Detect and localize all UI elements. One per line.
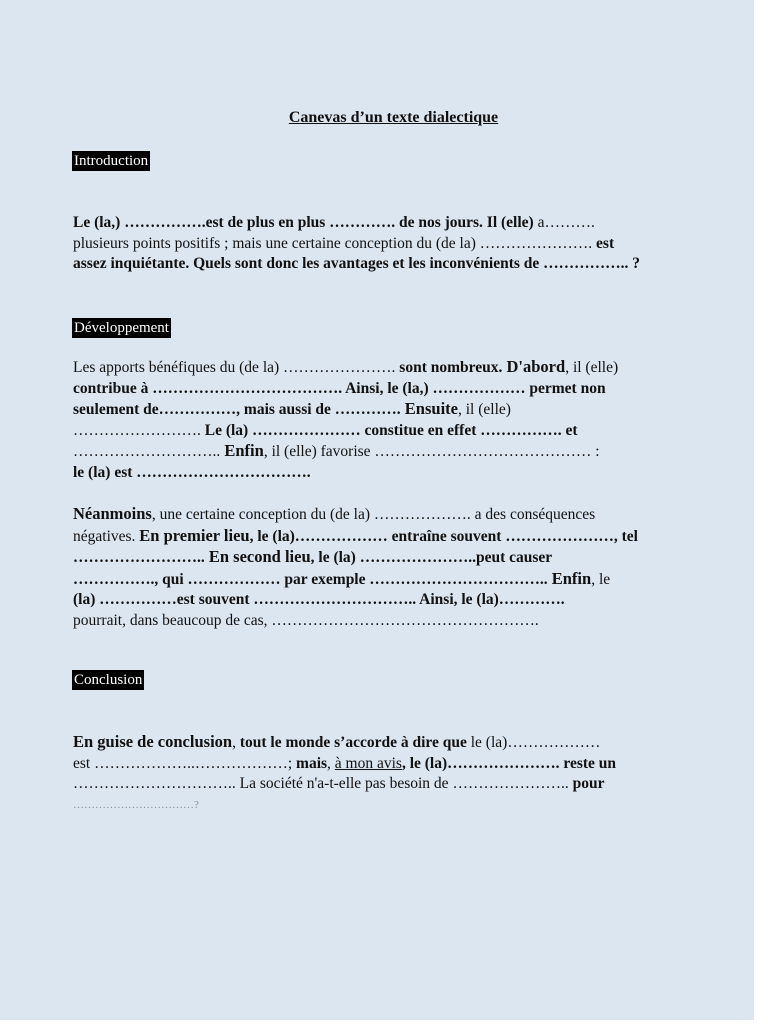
dev2-line-1 <box>73 504 713 526</box>
dev2-text: Enfin <box>547 568 592 588</box>
dev1-line-6: le (la) est ……………………………. <box>73 463 311 481</box>
dev1-text: seulement de……………, mais aussi de …………. <box>73 401 401 418</box>
dev2-text: …………………….. <box>73 549 205 566</box>
conclusion-text: ………………………….. <box>73 775 236 792</box>
conclusion-text: à mon avis <box>334 754 402 772</box>
dev2-line-6: pourrait, dans beaucoup de cas, ……………………………………………. <box>73 611 539 629</box>
heading-introduction: Introduction <box>74 153 149 169</box>
dev2-line-4 <box>73 569 713 591</box>
dev2-text: Néanmoins <box>73 504 152 523</box>
conclusion-paragraph <box>73 732 713 815</box>
dev1-text: D'abord <box>502 357 566 376</box>
conclusion-line-3 <box>73 774 713 795</box>
dev1-text: ……………………….. <box>73 443 221 460</box>
dev2-text: , le <box>591 570 611 588</box>
intro-text: Le (la,) …………….est de plus en plus …………. de nos jours. Il (elle) <box>73 214 538 231</box>
dev1-text: Les apports bénéfiques du (de la) …………………. <box>73 359 396 376</box>
dev1-line-2 <box>73 379 713 400</box>
dev2-line-2 <box>73 526 713 548</box>
document-title: Canevas d’un texte dialectique <box>288 109 499 126</box>
dev1-line-4 <box>73 421 713 442</box>
heading-developpement: Développement <box>74 320 169 336</box>
introduction-paragraph <box>73 213 713 275</box>
dev2-text: En premier lieu <box>139 525 250 545</box>
conclusion-text: tout le monde s’accorde à dire que <box>239 734 467 751</box>
dev2-text: ……………., qui ……………… par exemple …………………………….. <box>73 570 548 588</box>
dev1-text: Ainsi, le (la,) ……………… permet non <box>342 379 606 397</box>
dev2-line-5: (la) ……………est souvent ………………………….. Ainsi, le (la)…………. <box>73 591 565 608</box>
conclusion-text: pour <box>568 775 605 792</box>
dev1-text: Enfin <box>220 441 264 460</box>
developpement-paragraph-2 <box>73 504 713 631</box>
dev1-text: , il (elle) <box>457 401 511 418</box>
dev1-line-1 <box>73 357 713 379</box>
dev1-text: contribue à ………………………………. <box>73 379 343 397</box>
dev2-text: , le (la) …………………..peut causer <box>310 549 553 566</box>
conclusion-line-4: ……………………………? <box>73 798 199 811</box>
heading-conclusion: Conclusion <box>74 672 143 688</box>
dev1-text: Le (la) ………………… constitue en effet ……………. et <box>200 421 578 439</box>
developpement-paragraph-1 <box>73 357 713 483</box>
dev2-text: , une certaine conception du (de la) ………………. a des conséquences <box>151 506 596 523</box>
dev1-line-3 <box>73 399 713 421</box>
dev1-text: ……………………. <box>73 421 201 439</box>
conclusion-text: , <box>327 754 335 772</box>
dev1-text: , il (elle) favorise …………………………………… : <box>263 443 600 460</box>
conclusion-text: En guise de conclusion <box>73 732 233 751</box>
conclusion-text: La société n'a-t-elle pas besoin de ………………….. <box>235 775 569 792</box>
intro-text: est <box>592 234 615 252</box>
dev2-text: négatives. <box>73 527 140 545</box>
conclusion-text: , <box>232 734 240 751</box>
dev1-text: Ensuite <box>400 399 458 418</box>
intro-line-3: assez inquiétante. Quels sont donc les avantages et les inconvénients de …………….. ? <box>73 255 641 272</box>
dev1-text: sont nombreux. <box>395 359 503 376</box>
conclusion-text: mais <box>292 754 328 772</box>
dev1-line-5 <box>73 441 713 463</box>
dev1-text: , il (elle) <box>565 359 619 376</box>
conclusion-text: le (la)……………… <box>466 734 601 751</box>
dev2-line-3 <box>73 547 713 569</box>
intro-text: a………. <box>537 214 595 231</box>
conclusion-line-1 <box>73 732 713 754</box>
conclusion-text: , le (la)…………………. reste un <box>401 754 617 772</box>
intro-line-1 <box>73 213 713 234</box>
dev2-text: , le (la)……………… entraîne souvent …………………, tel <box>249 527 638 545</box>
conclusion-text: est ………………..………………; <box>73 754 293 772</box>
intro-line-2 <box>73 234 713 255</box>
intro-text: plusieurs points positifs ; mais une certaine conception du (de la) …………………. <box>73 234 593 252</box>
conclusion-line-2 <box>73 754 713 775</box>
dev2-text: En second lieu <box>204 547 311 566</box>
